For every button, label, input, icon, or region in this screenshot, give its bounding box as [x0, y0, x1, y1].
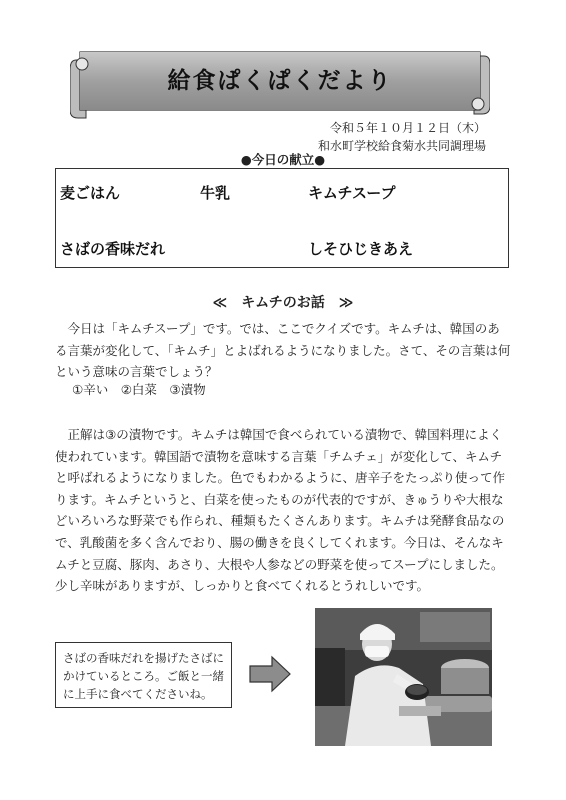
- menu-item: しそひじきあえ: [308, 240, 414, 258]
- menu-item: キムチスープ: [308, 184, 396, 202]
- cooking-photo: [315, 608, 492, 746]
- menu-item: 麦ごはん: [60, 184, 121, 202]
- menu-item: さばの香味だれ: [60, 240, 166, 258]
- title-banner: [70, 46, 490, 120]
- arrow-right-icon: [248, 655, 292, 693]
- menu-item: 牛乳: [200, 184, 231, 202]
- photo-caption: さばの香味だれを揚げたさばにかけているところ。ご飯と一緒に上手に食べてくださいね。: [55, 642, 232, 708]
- issue-date: 令和５年１０月１２日（木）: [329, 121, 486, 135]
- quiz-text: 今日は「キムチスープ」です。では、ここでクイズです。キムチは、韓国のある言葉が変化して、「キムチ」とよばれるようになりました。さて、その言葉は何という意味の言葉でしょう？: [55, 321, 511, 380]
- answer-paragraph: [55, 424, 512, 597]
- story-title: ≪ キムチのお話 ≫: [212, 295, 354, 311]
- newsletter-title: 給食ぱくぱくだより: [167, 67, 393, 94]
- quiz-choices: ①辛い ②白菜 ③漬物: [72, 382, 206, 397]
- menu-heading: ●今日の献立●: [240, 152, 326, 167]
- organization-name: 和水町学校給食菊水共同調理場: [317, 139, 486, 153]
- quiz-paragraph: [55, 318, 512, 383]
- answer-text: 正解は③の漬物です。キムチは韓国で食べられている漬物で、韓国料理によく使われています。韓国語で漬物を意味する言葉「チムチェ」が変化して、キムチと呼ばれるようになりました。色でもわかるように、唐辛子をたっぷり使って作ります。キムチというと、白菜を使ったものが代表的ですが、きゅうりや大根などいろいろな野菜でも作られ、種類もたくさんあります。キムチは発酵食品なので、乳酸菌を多く含んでおり、腸の働きを良くしてくれます。今日は、そんなキムチと豆腐、豚肉、あさり、大根や人参などの野菜を使ってスープにしました。少し辛味がありますが、しっかりと食べてくれるとうれしいです。: [55, 427, 506, 594]
